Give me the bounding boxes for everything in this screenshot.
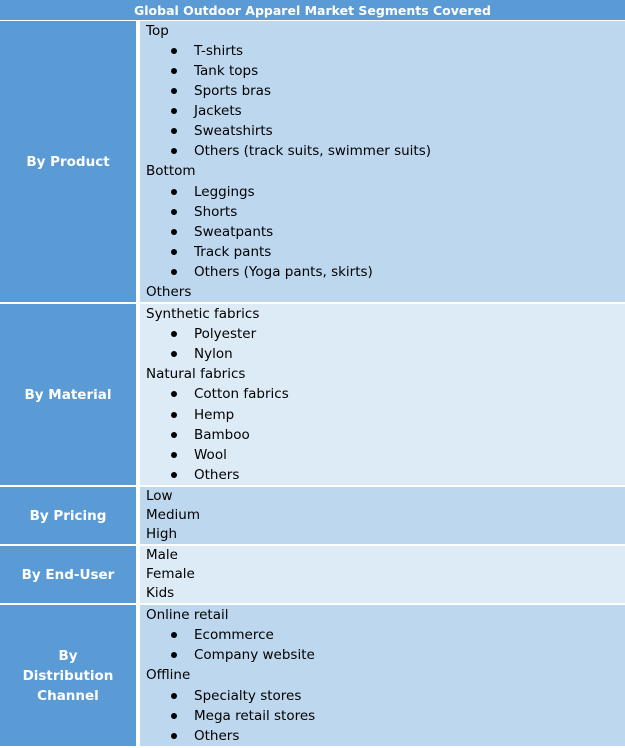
bullet-item bbox=[146, 242, 625, 262]
bullet-item bbox=[146, 202, 625, 222]
bullet-dot-icon bbox=[171, 432, 177, 438]
category-item bbox=[146, 605, 625, 625]
bullet-dot-icon bbox=[171, 472, 177, 478]
item-text: Specialty stores bbox=[194, 687, 302, 704]
bullet-dot-icon bbox=[171, 209, 177, 215]
segment-row bbox=[0, 605, 625, 748]
bullet-dot-icon bbox=[171, 48, 177, 54]
item-text: Others (Yoga pants, skirts) bbox=[194, 263, 373, 280]
segment-label: By Product bbox=[0, 21, 138, 302]
item-text: Others bbox=[146, 283, 192, 300]
bullet-item bbox=[146, 61, 625, 81]
item-text: Sweatpants bbox=[194, 223, 274, 240]
bullet-item bbox=[146, 726, 625, 746]
item-text: Bottom bbox=[146, 163, 196, 180]
category-item bbox=[146, 304, 625, 324]
segment-row bbox=[0, 546, 625, 605]
bullet-item bbox=[146, 686, 625, 706]
bullet-item bbox=[146, 262, 625, 282]
item-text: Kids bbox=[146, 585, 175, 601]
category-item bbox=[146, 21, 625, 41]
segment-content bbox=[140, 304, 625, 485]
bullet-dot-icon bbox=[171, 652, 177, 658]
bullet-dot-icon bbox=[171, 693, 177, 699]
item-text: Wool bbox=[194, 446, 227, 463]
segment-row bbox=[0, 487, 625, 546]
bullet-item bbox=[146, 625, 625, 645]
bullet-dot-icon bbox=[171, 412, 177, 418]
item-text: Medium bbox=[146, 507, 200, 523]
segment-content bbox=[140, 546, 625, 603]
item-text: Others (track suits, swimmer suits) bbox=[194, 143, 432, 160]
segment-row bbox=[0, 21, 625, 304]
category-item bbox=[146, 364, 625, 384]
bullet-dot-icon bbox=[171, 351, 177, 357]
bullet-dot-icon bbox=[171, 68, 177, 74]
item-text: Jackets bbox=[194, 103, 242, 120]
bullet-dot-icon bbox=[171, 391, 177, 397]
item-text: Company website bbox=[194, 647, 315, 664]
segment-content bbox=[140, 605, 625, 746]
segment-content bbox=[140, 487, 625, 544]
segment-row bbox=[0, 304, 625, 487]
item-text: Mega retail stores bbox=[194, 707, 316, 724]
bullet-item bbox=[146, 465, 625, 485]
bullet-item bbox=[146, 645, 625, 665]
bullet-dot-icon bbox=[171, 108, 177, 114]
segment-label: By Distribution Channel bbox=[0, 605, 138, 746]
bullet-dot-icon bbox=[171, 229, 177, 235]
bullet-item bbox=[146, 405, 625, 425]
bullet-dot-icon bbox=[171, 148, 177, 154]
segment-content bbox=[140, 21, 625, 302]
table-title: Global Outdoor Apparel Market Segments Covered bbox=[0, 0, 625, 21]
bullet-dot-icon bbox=[171, 88, 177, 94]
category-item bbox=[146, 282, 625, 302]
item-text: High bbox=[146, 526, 178, 542]
item-text: Cotton fabrics bbox=[194, 386, 289, 403]
bullet-dot-icon bbox=[171, 713, 177, 719]
item-text: Hemp bbox=[194, 406, 235, 423]
item-text: Tank tops bbox=[194, 63, 259, 80]
item-text: Natural fabrics bbox=[146, 366, 246, 383]
item-text: Others bbox=[194, 727, 240, 744]
item-text: Bamboo bbox=[194, 426, 250, 443]
bullet-item bbox=[146, 222, 625, 242]
segment-label: By Pricing bbox=[0, 487, 138, 544]
category-item bbox=[146, 161, 625, 181]
bullet-item bbox=[146, 445, 625, 465]
item-text: Ecommerce bbox=[194, 627, 274, 644]
bullet-item bbox=[146, 324, 625, 344]
category-item bbox=[146, 546, 625, 565]
item-text: Female bbox=[146, 566, 195, 582]
bullet-item bbox=[146, 384, 625, 404]
item-text: Others bbox=[194, 466, 240, 483]
category-item bbox=[146, 506, 625, 525]
item-text: Low bbox=[146, 488, 173, 504]
item-text: Sports bras bbox=[194, 83, 271, 100]
bullet-item bbox=[146, 121, 625, 141]
item-text: Synthetic fabrics bbox=[146, 306, 260, 322]
bullet-dot-icon bbox=[171, 452, 177, 458]
item-text: Track pants bbox=[194, 243, 272, 260]
bullet-dot-icon bbox=[171, 269, 177, 275]
item-text: Leggings bbox=[194, 183, 255, 200]
item-text: Sweatshirts bbox=[194, 123, 273, 140]
bullet-item bbox=[146, 41, 625, 61]
category-item bbox=[146, 487, 625, 506]
bullet-dot-icon bbox=[171, 189, 177, 195]
item-text: Online retail bbox=[146, 607, 229, 623]
item-text: Male bbox=[146, 547, 178, 563]
bullet-item bbox=[146, 101, 625, 121]
bullet-item bbox=[146, 141, 625, 161]
bullet-dot-icon bbox=[171, 632, 177, 638]
category-item bbox=[146, 565, 625, 584]
category-item bbox=[146, 525, 625, 544]
bullet-item bbox=[146, 706, 625, 726]
bullet-dot-icon bbox=[171, 249, 177, 255]
category-item bbox=[146, 584, 625, 603]
bullet-dot-icon bbox=[171, 128, 177, 134]
bullet-item bbox=[146, 344, 625, 364]
bullet-item bbox=[146, 81, 625, 101]
segment-label: By Material bbox=[0, 304, 138, 485]
bullet-item bbox=[146, 425, 625, 445]
item-text: T-shirts bbox=[194, 43, 244, 60]
item-text: Polyester bbox=[194, 326, 257, 343]
item-text: Nylon bbox=[194, 346, 233, 363]
category-item bbox=[146, 665, 625, 685]
segment-label: By End-User bbox=[0, 546, 138, 603]
bullet-item bbox=[146, 182, 625, 202]
bullet-dot-icon bbox=[171, 331, 177, 337]
bullet-dot-icon bbox=[171, 733, 177, 739]
item-text: Top bbox=[146, 23, 169, 39]
item-text: Offline bbox=[146, 667, 191, 684]
item-text: Shorts bbox=[194, 203, 238, 220]
